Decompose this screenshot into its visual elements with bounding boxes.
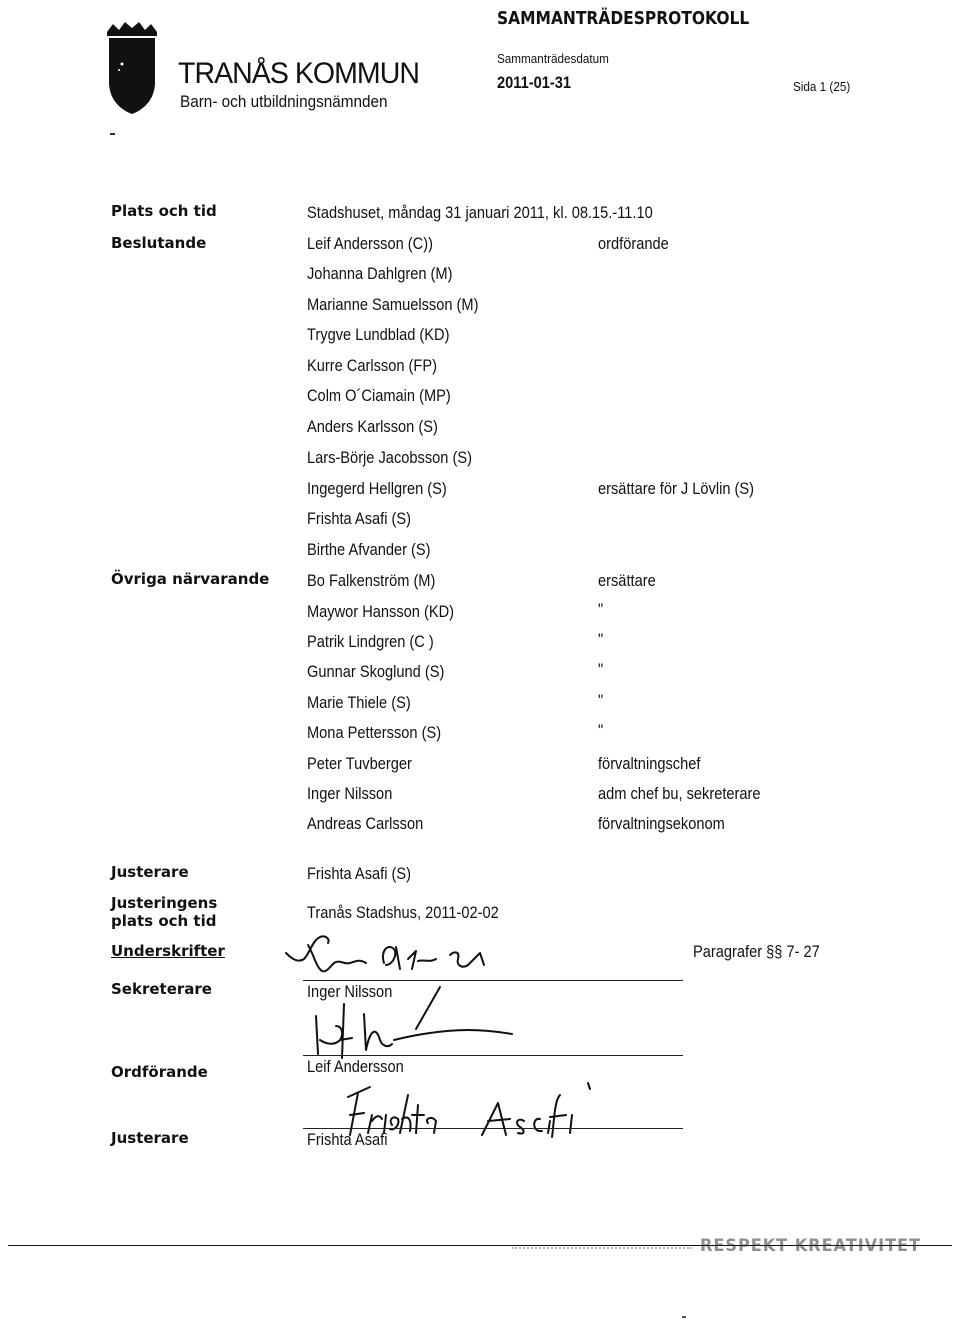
attendee-name: Andreas Carlsson [307, 814, 424, 833]
attendee-name: Marie Thiele (S) [307, 693, 411, 712]
ordforande-signature-line [303, 1055, 683, 1056]
member-name: Marianne Samuelsson (M) [307, 295, 479, 314]
footer-stamp: RESPEKT KREATIVITET [700, 1236, 922, 1256]
sekreterare-name: Inger Nilsson [307, 982, 393, 1001]
ordforande-label: Ordförande [111, 1063, 208, 1081]
attendee-name: Inger Nilsson [307, 784, 393, 803]
attendee-name: Maywor Hansson (KD) [307, 602, 455, 621]
member-name: Birthe Afvander (S) [307, 540, 431, 559]
member-role: ordförande [598, 234, 669, 253]
attendee-role: ersättare [598, 571, 656, 590]
justerare-signature-label: Justerare [111, 1129, 189, 1147]
page-corner-mark [682, 1316, 686, 1318]
paragrafer-value: Paragrafer §§ 7- 27 [693, 942, 820, 961]
ovriga-label: Övriga närvarande [111, 570, 270, 588]
attendee-name: Gunnar Skoglund (S) [307, 662, 445, 681]
attendee-role: " [598, 600, 604, 619]
meeting-date-label: Sammanträdesdatum [497, 51, 609, 66]
member-name: Ingegerd Hellgren (S) [307, 479, 447, 498]
member-name: Frishta Asafi (S) [307, 509, 411, 528]
justering-value: Tranås Stadshus, 2011-02-02 [307, 903, 499, 922]
member-name: Johanna Dahlgren (M) [307, 264, 453, 283]
organization-name: TRANÅS KOMMUN [178, 57, 420, 90]
attendee-role: förvaltningschef [598, 754, 701, 773]
justering-label-line1: Justeringens [111, 894, 218, 912]
attendee-role: " [598, 630, 604, 649]
member-name: Lars-Börje Jacobsson (S) [307, 448, 472, 467]
justerare-signature-line [303, 1128, 683, 1129]
attendee-name: Bo Falkenström (M) [307, 571, 436, 590]
sekreterare-signature-line [303, 980, 683, 981]
place-time-label: Plats och tid [111, 202, 217, 220]
department-name: Barn- och utbildningsnämnden [180, 92, 388, 111]
justerare-name: Frishta Asafi [307, 1130, 388, 1149]
meeting-date: 2011-01-31 [497, 73, 571, 92]
justering-label-line2: plats och tid [111, 912, 217, 930]
attendee-name: Patrik Lindgren (C ) [307, 632, 434, 651]
beslutande-label: Beslutande [111, 234, 207, 252]
attendee-role: " [598, 660, 604, 679]
municipal-crest-logo [103, 22, 161, 114]
attendee-role: " [598, 691, 604, 710]
footer-dots [512, 1247, 692, 1249]
page-number: Sida 1 (25) [793, 79, 851, 94]
member-name: Anders Karlsson (S) [307, 417, 438, 436]
member-name: Kurre Carlsson (FP) [307, 356, 437, 375]
attendee-name: Peter Tuvberger [307, 754, 412, 773]
ordforande-signature [300, 990, 530, 1060]
attendee-role: " [598, 721, 604, 740]
sekreterare-signature [284, 925, 504, 985]
attendee-role: adm chef bu, sekreterare [598, 784, 761, 803]
place-time-value: Stadshuset, måndag 31 januari 2011, kl. 08.15.-11.10 [307, 203, 653, 222]
attendee-name: Mona Pettersson (S) [307, 723, 442, 742]
document-title: SAMMANTRÄDESPROTOKOLL [497, 8, 750, 29]
sekreterare-label: Sekreterare [111, 980, 212, 998]
justerare-value: Frishta Asafi (S) [307, 864, 411, 883]
attendee-role: förvaltningsekonom [598, 814, 725, 833]
member-name: Leif Andersson (C)) [307, 234, 433, 253]
header-mark [110, 133, 115, 135]
member-role: ersättare för J Lövlin (S) [598, 479, 755, 498]
justerare-label: Justerare [111, 863, 189, 881]
member-name: Colm O´Ciamain (MP) [307, 386, 451, 405]
member-name: Trygve Lundblad (KD) [307, 325, 450, 344]
underskrifter-label: Underskrifter [111, 942, 225, 960]
ordforande-name: Leif Andersson [307, 1057, 404, 1076]
